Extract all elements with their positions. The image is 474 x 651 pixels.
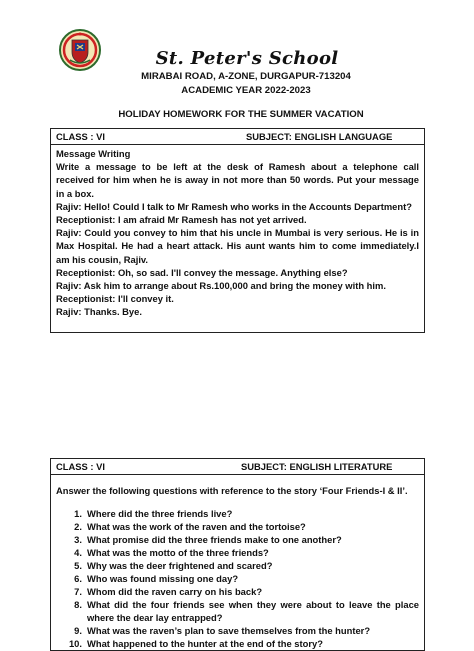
questions-intro: Answer the following questions with reference to the story ‘Four Friends-I & II’. <box>56 485 408 496</box>
class-label: CLASS : VI <box>56 131 105 142</box>
dialogue-line: Receptionist: I'll convey it. <box>56 293 174 305</box>
question-item <box>68 624 419 637</box>
question-number: 8. <box>74 599 82 610</box>
dialogue-line: Rajiv: Could you convey to him that his uncle in Mumbai is very serious. He is in <box>56 227 419 239</box>
question-number: 10. <box>68 638 82 649</box>
question-number: 4. <box>74 547 82 558</box>
subject-label: SUBJECT: ENGLISH LITERATURE <box>241 461 393 472</box>
question-number: 5. <box>74 560 82 571</box>
dialogue-line: Max Hospital. He had a heart attack. His aunt wants him to come immediately.I <box>56 240 419 252</box>
question-item <box>68 637 419 650</box>
text-line: received for him when he is away in not more than 50 words. Put your message <box>56 174 419 186</box>
question-text: Where did the three friends live? <box>87 508 233 519</box>
question-text: What happened to the hunter at the end of the story? <box>87 638 323 649</box>
task-heading: Message Writing <box>56 148 131 159</box>
question-number: 1. <box>74 508 82 519</box>
question-item <box>68 520 419 533</box>
question-text: What did the four friends see when they were about to leave the place where the dear lay entrapped? <box>87 599 419 623</box>
question-text: Why was the deer frightened and scared? <box>87 560 273 571</box>
question-text: What was the work of the raven and the tortoise? <box>87 521 306 532</box>
text-line: in a box. <box>56 187 95 199</box>
dialogue-line: Rajiv: Hello! Could I talk to Mr Ramesh who works in the Accounts Department? <box>56 200 412 212</box>
question-number: 7. <box>74 586 82 597</box>
question-item <box>68 533 419 546</box>
question-item <box>68 598 419 624</box>
question-number: 6. <box>74 573 82 584</box>
section-header <box>51 129 425 145</box>
class-label: CLASS : VI <box>56 461 105 472</box>
section-body <box>51 475 425 651</box>
subject-label: SUBJECT: ENGLISH LANGUAGE <box>246 131 393 142</box>
dialogue-line: Rajiv: Thanks. Bye. <box>56 306 142 318</box>
dialogue-line: Receptionist: I am afraid Mr Ramesh has not yet arrived. <box>56 214 307 226</box>
english-language-section <box>50 128 425 333</box>
school-address: MIRABAI ROAD, A-ZONE, DURGAPUR-713204 <box>141 71 351 82</box>
question-text: Who was found missing one day? <box>87 573 239 584</box>
question-text: What was the raven’s plan to save themselves from the hunter? <box>87 625 371 636</box>
question-number: 2. <box>74 521 82 532</box>
dialogue-line: Rajiv: Ask him to arrange about Rs.100,000 and bring the money with him. <box>56 280 386 292</box>
question-item <box>68 507 419 520</box>
question-number: 3. <box>74 534 82 545</box>
question-number: 9. <box>74 625 82 636</box>
page-title: HOLIDAY HOMEWORK FOR THE SUMMER VACATION <box>118 109 364 120</box>
academic-year: ACADEMIC YEAR 2022-2023 <box>181 85 311 96</box>
question-text: What promise did the three friends make to one another? <box>87 534 342 545</box>
question-text: What was the motto of the three friends? <box>87 547 269 558</box>
dialogue-line: Receptionist: Oh, so sad. I'll convey the message. Anything else? <box>56 266 348 278</box>
section-header <box>51 459 425 475</box>
section-body <box>51 145 425 333</box>
question-item <box>68 585 419 598</box>
school-name: St. Peter's School <box>155 48 339 69</box>
question-text: Whom did the raven carry on his back? <box>87 586 263 597</box>
question-list <box>56 507 419 650</box>
question-item <box>68 559 419 572</box>
text-line: Write a message to be left at the desk of Ramesh about a telephone call <box>56 161 419 173</box>
question-item <box>68 572 419 585</box>
dialogue-line: am his cousin, Rajiv. <box>56 253 149 265</box>
question-item <box>68 546 419 559</box>
english-literature-section <box>50 458 425 651</box>
